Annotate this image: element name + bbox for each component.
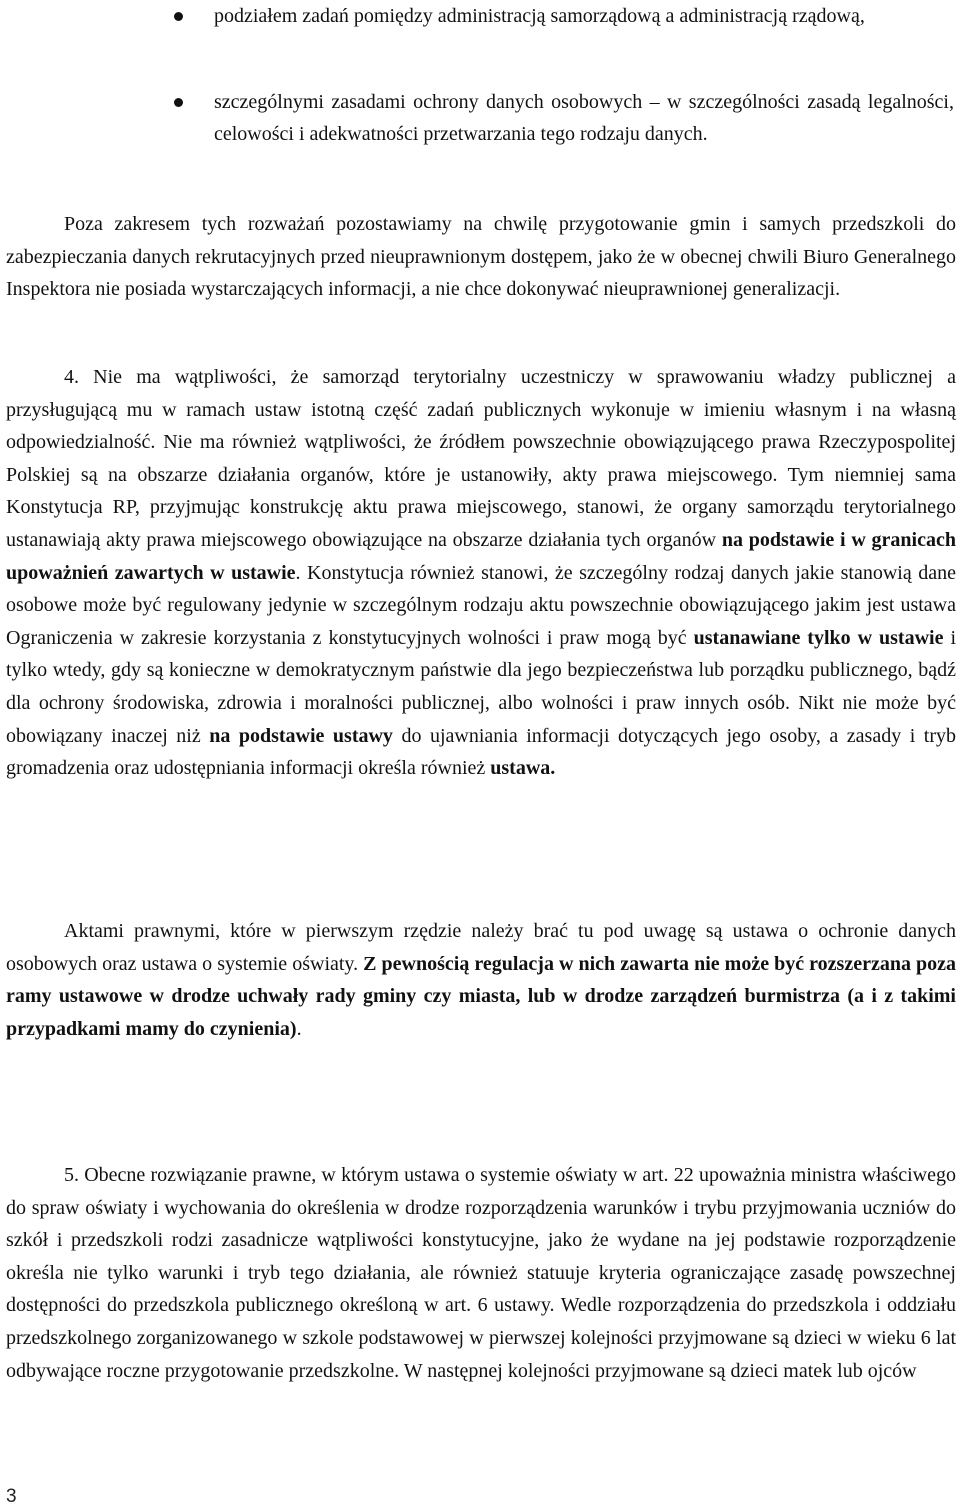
page-number: 3 bbox=[6, 1486, 17, 1507]
paragraph-3-bold: Z pewnością regulacja w nich zawarta nie może być rozszerzana poza ramy ustawowe w drodze uchwały rady gminy czy miasta, lub w drodze zarządzeń burmistrza (a i z takimi przypadkami mamy do czynienia) bbox=[6, 952, 956, 1040]
paragraph-2-text: . Konstytucja również stanowi, że szczególny rodzaj danych jakie stanowią dane osobowe może być regulowany jedynie w szczególnym rodzaju aktu powszechnie obowiązującego jakim jest ustawa Ograniczenia w zakresie korzystania z konstytucyjnych wolności i praw mogą być bbox=[6, 561, 956, 649]
paragraph-3-text: Aktami prawnymi, które w pierwszym rzędzie należy brać tu pod uwagę są ustawa o ochronie danych osobowych oraz ustawa o systemie oświaty. bbox=[6, 920, 956, 975]
bullet-icon bbox=[174, 98, 183, 107]
paragraph-2-text: i tylko wtedy, gdy są konieczne w demokratycznym państwie dla jego bezpieczeństwa lub porządku publicznego, bądź dla ochrony środowiska, zdrowia i moralności publicznej, albo wolności i praw innych osób. Nikt nie może być obowiązany inaczej niż bbox=[6, 626, 957, 747]
paragraph-3-text: . bbox=[296, 1017, 302, 1040]
bullet-text: podziałem zadań pomiędzy administracją samorządową a administracją rządową, bbox=[214, 5, 865, 27]
paragraph-2-text: do ujawniania informacji dotyczących jego osoby, a zasady i tryb gromadzenia oraz udostępniania informacji określa również bbox=[6, 724, 956, 780]
paragraph-1: Poza zakresem tych rozważań pozostawiamy na chwilę przygotowanie gmin i samych przedszkoli do zabezpieczania danych rekrutacyjnych przed nieuprawnionym dostępem, jako że w obecnej chwili Biuro Generalnego Inspektora nie posiada wystarczających informacji, a nie chce dokonywać nieuprawnionej generalizacji. bbox=[6, 213, 956, 301]
bullet-icon bbox=[174, 12, 183, 21]
paragraph-2-bold: na podstawie i w granicach upoważnień zawartych w ustawie bbox=[6, 528, 956, 584]
paragraph-2-text: 4. Nie ma wątpliwości, że samorząd terytorialny uczestniczy w sprawowaniu władzy publicznej a przysługującą mu w ramach ustaw istotną część zadań publicznych wykonuje w imieniu własnym i na własną odpowiedzialność. Nie ma również wątpliwości, że źródłem powszechnie obowiązującego prawa Rzeczypospolitej Polskiej są na obszarze działania organów, które je ustanowiły, akty prawa miejscowego. Tym niemniej sama Konstytucja RP, przyjmując konstrukcję aktu prawa miejscowego, stanowi, że organy samorządu terytorialnego ustanawiają akty prawa miejscowego obowiązujące na obszarze działania tych organów bbox=[6, 366, 956, 551]
bullet-text: szczególnymi zasadami ochrony danych osobowych – w szczególności zasadą legalności, celowości i adekwatności przetwarzania tego rodzaju danych. bbox=[214, 91, 954, 145]
paragraph-2-bold: ustawa. bbox=[490, 757, 556, 780]
paragraph-4: 5. Obecne rozwiązanie prawne, w którym ustawa o systemie oświaty w art. 22 upoważnia ministra właściwego do spraw oświaty i wychowania do określenia w drodze rozporządzenia warunków i trybu przyjmowania uczniów do szkół i przedszkoli rodzi zasadnicze wątpliwości konstytucyjne, jako że wydane na jej podstawie rozporządzenie określa nie tylko warunki i tryb tego działania, ale również statuuje kryteria ograniczające zasadę powszechnej dostępności do przedszkola publicznego określoną w art. 6 ustawy. Wedle rozporządzenia do przedszkola i oddziału przedszkolnego zorganizowanego w szkole podstawowej w pierwszej kolejności przyjmowane są dzieci w wieku 6 lat odbywające roczne przygotowanie przedszkolne. W następnej kolejności przyjmowane są dzieci matek lub ojców bbox=[6, 1164, 956, 1382]
paragraph-2-bold: ustanawiane tylko w ustawie bbox=[693, 626, 944, 649]
paragraph-2 bbox=[6, 361, 956, 785]
paragraph-2-bold: na podstawie ustawy bbox=[209, 724, 393, 747]
paragraph-3 bbox=[6, 915, 956, 1045]
